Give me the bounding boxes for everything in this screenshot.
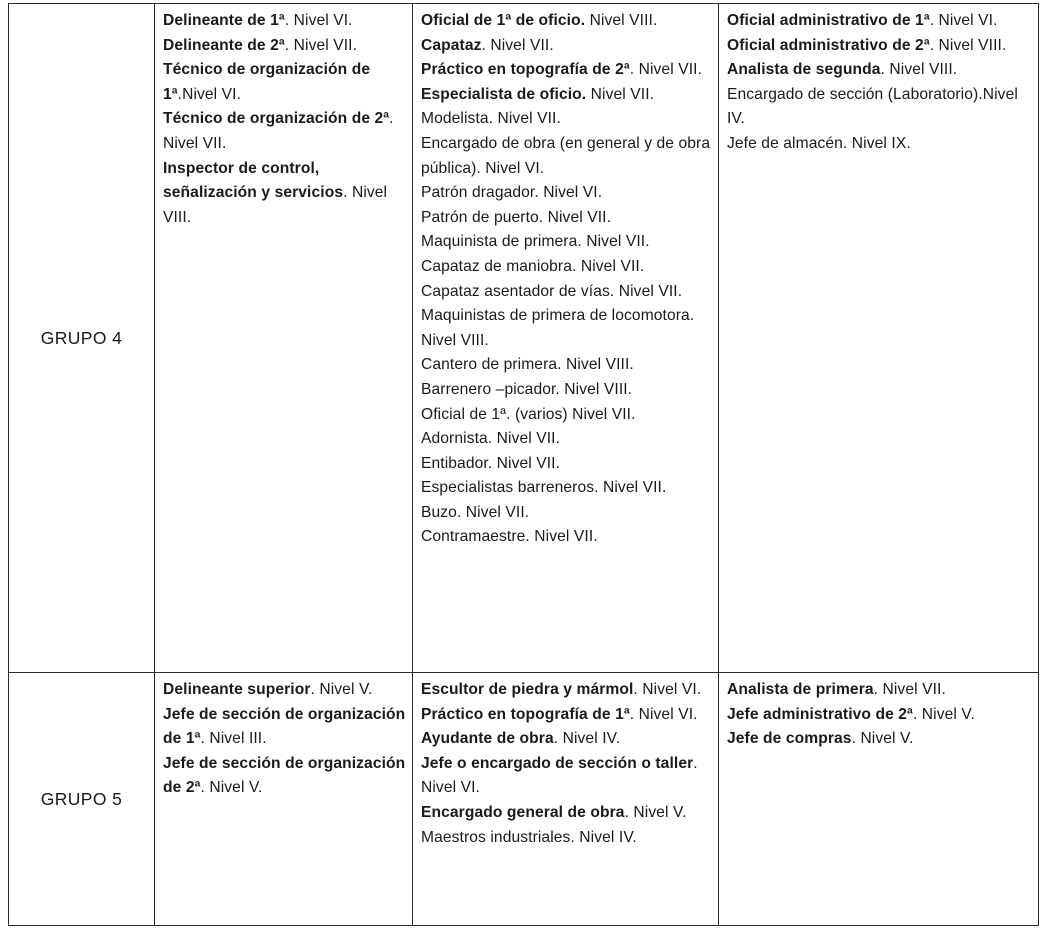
job-level: . Nivel VI.	[284, 12, 353, 29]
job-title: Delineante superior	[163, 681, 311, 698]
job-level: Capataz asentador de vías. Nivel VII.	[421, 282, 683, 300]
job-entry	[421, 403, 712, 428]
job-entry	[421, 427, 712, 452]
job-entry	[421, 727, 712, 752]
job-level: Capataz de maniobra. Nivel VII.	[421, 257, 645, 275]
job-entry	[421, 132, 712, 181]
job-title: Inspector de control, señalización y servicios	[163, 159, 344, 202]
table-row-grupo-5	[9, 673, 1039, 926]
job-level: Cantero de primera. Nivel VIII.	[421, 356, 634, 374]
job-entry	[421, 353, 712, 378]
job-entry	[727, 34, 1032, 59]
job-level: . Nivel VII.	[629, 61, 703, 79]
job-title: Ayudante de obra	[421, 730, 554, 748]
table-row-grupo-4	[9, 4, 1039, 673]
job-title: Práctico en topografía de 2ª	[421, 61, 630, 79]
job-level: Patrón de puerto. Nivel VII.	[421, 208, 612, 226]
job-title: Oficial de 1ª de oficio.	[421, 12, 586, 29]
job-title: Capataz	[421, 36, 482, 54]
job-level: . Nivel VI.	[633, 681, 702, 698]
job-title: Jefe de compras	[727, 730, 852, 748]
job-level: . Nivel VII.	[481, 36, 554, 54]
job-entry	[421, 255, 712, 280]
job-level: . Nivel VI.	[929, 12, 998, 29]
job-level: . Nivel V.	[200, 779, 263, 797]
column-cell	[155, 4, 413, 673]
job-entry	[421, 83, 712, 108]
job-entry	[727, 727, 1032, 752]
job-title: Delineante de 1ª	[163, 12, 285, 29]
job-level: . Nivel VII.	[163, 110, 394, 152]
job-entry	[727, 678, 1032, 703]
job-entry	[727, 132, 1032, 157]
job-level: Encargado de sección (Laboratorio).Nivel IV.	[727, 85, 1018, 128]
job-entry	[421, 826, 712, 851]
column-cell	[155, 673, 413, 926]
job-level: Patrón dragador. Nivel VI.	[421, 184, 603, 202]
job-title: Analista de segunda	[727, 61, 881, 79]
job-entry	[421, 801, 712, 826]
job-level: . Nivel VI.	[629, 705, 698, 723]
job-title: Jefe administrativo de 2ª	[727, 705, 913, 723]
job-title: Analista de primera	[727, 681, 874, 698]
job-entry	[421, 9, 712, 34]
column-cell	[413, 673, 719, 926]
job-level: Maquinistas de primera de locomotora. Nivel VIII.	[421, 307, 695, 349]
job-level: Modelista. Nivel VII.	[421, 110, 561, 128]
job-level: . Nivel VIII.	[880, 61, 958, 79]
job-level: Maquinista de primera. Nivel VII.	[421, 233, 650, 251]
job-level: Encargado de obra (en general y de obra pública). Nivel VI.	[421, 134, 711, 177]
job-level: Oficial de 1ª. (varios) Nivel VII.	[421, 405, 636, 423]
job-entry	[163, 34, 406, 59]
job-entry	[421, 452, 712, 477]
job-entry	[421, 703, 712, 728]
job-level: Maestros industriales. Nivel IV.	[421, 828, 637, 846]
job-entry	[421, 107, 712, 132]
job-level: . Nivel VIII.	[929, 36, 1007, 54]
job-entry	[421, 476, 712, 501]
column-cell	[413, 4, 719, 673]
job-entry	[727, 703, 1032, 728]
job-entry	[421, 181, 712, 206]
job-level: . Nivel VII.	[284, 36, 358, 54]
job-entry	[163, 752, 406, 801]
job-title: Técnico de organización de 2ª	[163, 110, 390, 128]
job-level: Adornista. Nivel VII.	[421, 430, 561, 448]
job-title: Jefe o encargado de sección o taller	[421, 754, 694, 772]
job-title: Práctico en topografía de 1ª	[421, 705, 630, 723]
job-entry	[421, 58, 712, 83]
job-entry	[421, 525, 712, 550]
job-entry	[163, 107, 406, 156]
job-level: Contramaestre. Nivel VII.	[421, 528, 598, 546]
job-entry	[421, 501, 712, 526]
job-level: Nivel VII.	[586, 85, 655, 103]
job-entry	[421, 34, 712, 59]
job-entry	[727, 83, 1032, 132]
job-entry	[163, 157, 406, 231]
job-level: . Nivel VI.	[421, 754, 698, 797]
job-entry	[421, 678, 712, 703]
job-title: Jefe de sección de organización de 1ª	[163, 705, 406, 748]
job-level: .Nivel VI.	[177, 85, 242, 103]
job-level: Entibador. Nivel VII.	[421, 454, 561, 472]
job-level: Jefe de almacén. Nivel IX.	[727, 134, 911, 152]
group-label: GRUPO 5	[9, 673, 155, 926]
job-level: . Nivel V.	[851, 730, 914, 748]
job-level: Especialistas barreneros. Nivel VII.	[421, 479, 667, 497]
job-title: Oficial administrativo de 1ª	[727, 12, 930, 29]
job-entry	[163, 58, 406, 107]
group-label: GRUPO 4	[9, 4, 155, 673]
job-title: Escultor de piedra y mármol	[421, 681, 634, 698]
job-entry	[163, 678, 406, 703]
column-cell	[719, 673, 1039, 926]
job-entry	[727, 9, 1032, 34]
job-entry	[421, 280, 712, 305]
job-level: Buzo. Nivel VII.	[421, 503, 530, 521]
job-entry	[421, 304, 712, 353]
job-title: Jefe de sección de organización de 2ª	[163, 754, 406, 797]
job-level: . Nivel VII.	[873, 681, 946, 698]
job-title: Especialista de oficio.	[421, 85, 587, 103]
job-entry	[163, 703, 406, 752]
job-entry	[421, 230, 712, 255]
job-level: . Nivel V.	[624, 803, 687, 821]
categories-table	[8, 3, 1039, 926]
job-title: Oficial administrativo de 2ª	[727, 36, 930, 54]
job-entry	[727, 58, 1032, 83]
job-level: . Nivel IV.	[553, 730, 621, 748]
job-entry	[421, 378, 712, 403]
job-level: Nivel VIII.	[585, 12, 658, 29]
job-entry	[421, 752, 712, 801]
job-level: . Nivel VIII.	[163, 184, 388, 226]
job-level: Barrenero –picador. Nivel VIII.	[421, 380, 633, 398]
job-title: Encargado general de obra	[421, 803, 625, 821]
job-title: Delineante de 2ª	[163, 36, 285, 54]
job-level: . Nivel III.	[200, 730, 267, 748]
job-level: . Nivel V.	[310, 681, 373, 698]
job-entry	[163, 9, 406, 34]
column-cell	[719, 4, 1039, 673]
job-level: . Nivel V.	[912, 705, 975, 723]
job-title: Técnico de organización de 1ª	[163, 61, 371, 103]
job-entry	[421, 206, 712, 231]
